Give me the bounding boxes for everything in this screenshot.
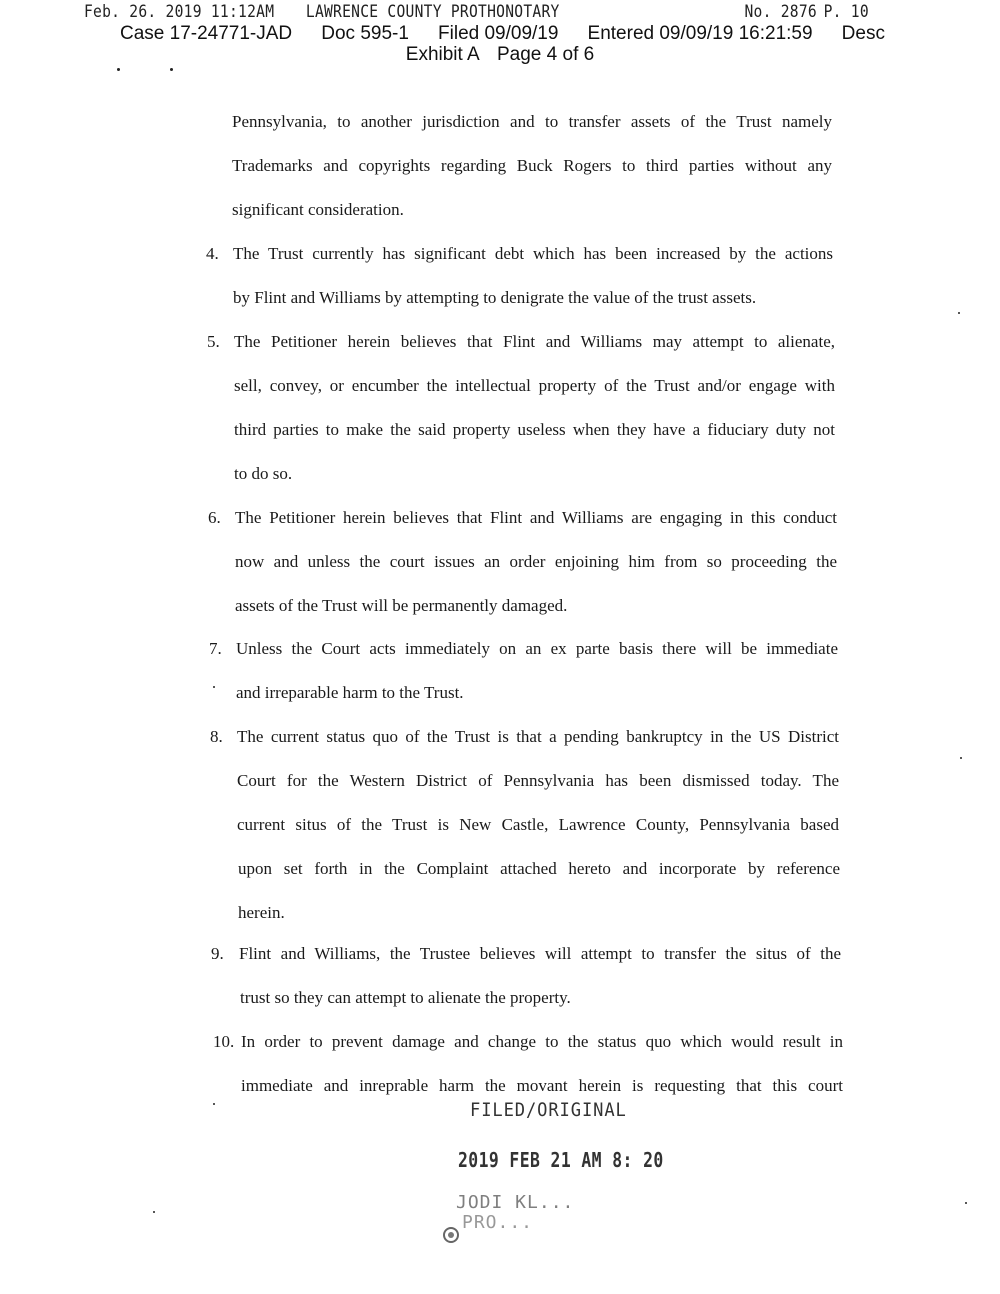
text-line: herein.: [238, 903, 285, 922]
text-line: now and unless the court issues an order enjoining him from so proceeding the: [235, 552, 837, 571]
paragraph-number: 7.: [209, 639, 222, 658]
text-line: significant consideration.: [232, 200, 404, 219]
stamp-datetime: 2019 FEB 21 AM 8: 20: [458, 1148, 664, 1172]
text-line: by Flint and Williams by attempting to denigrate the value of the trust assets.: [233, 288, 757, 307]
exhibit-header: [0, 44, 1000, 66]
scan-speck: [153, 1211, 155, 1213]
paragraph-number: 5.: [207, 332, 220, 351]
doc-number: Doc 595-1: [321, 23, 409, 44]
text-line: trust so they can attempt to alienate the property.: [240, 988, 571, 1007]
text-line: The Petitioner herein believes that Flint and Williams may attempt to alienate,: [234, 332, 835, 351]
stamp-status: FILED/ORIGINAL: [470, 1099, 627, 1121]
text-line: The current status quo of the Trust is that a pending bankruptcy in the US District: [237, 727, 839, 746]
stamp-office: PRO...: [462, 1212, 534, 1233]
court-case-header: [120, 23, 885, 45]
filed-date: Filed 09/09/19: [438, 23, 559, 44]
text-line: Flint and Williams, the Trustee believes will attempt to transfer the situs of the: [239, 944, 841, 963]
text-line: sell, convey, or encumber the intellectual property of the Trust and/or engage with: [234, 376, 835, 395]
text-line: immediate and inreprable harm the movant herein is requesting that this court: [241, 1076, 843, 1095]
fax-page: P. 10: [823, 2, 869, 22]
text-line: The Petitioner herein believes that Flint and Williams are engaging in this conduct: [235, 508, 837, 527]
text-line: upon set forth in the Complaint attached hereto and incorporate by reference: [238, 859, 840, 878]
scan-speck: [117, 68, 120, 71]
entered-date: Entered 09/09/19 16:21:59: [587, 23, 813, 44]
scan-speck: [960, 757, 962, 759]
text-line: assets of the Trust will be permanently damaged.: [235, 596, 568, 615]
text-line: Pennsylvania, to another jurisdiction and to transfer assets of the Trust namely: [232, 112, 832, 131]
paragraph-number: 10.: [213, 1032, 235, 1051]
text-line: to do so.: [234, 464, 293, 483]
paragraph-number: 9.: [211, 944, 224, 963]
page-of-label: Page 4 of 6: [497, 44, 595, 65]
scan-speck: [965, 1202, 967, 1204]
paragraph-number: 8.: [210, 727, 223, 746]
paragraph-number: 4.: [206, 244, 219, 263]
scan-speck: [213, 1103, 215, 1105]
fax-number: No. 2876: [744, 2, 817, 22]
text-line: In order to prevent damage and change to the status quo which would result in: [241, 1032, 843, 1051]
stamp-name: JODI KL...: [456, 1192, 575, 1213]
scan-speck: [213, 686, 215, 688]
fax-date-time: Feb. 26. 2019 11:12AM: [84, 2, 275, 22]
scan-speck: [958, 312, 960, 314]
text-line: The Trust currently has significant debt which has been increased by the actions: [233, 244, 833, 263]
case-number: Case 17-24771-JAD: [120, 23, 293, 44]
paragraph-number: 6.: [208, 508, 221, 527]
text-line: and irreparable harm to the Trust.: [236, 683, 464, 702]
text-line: Court for the Western District of Pennsylvania has been dismissed today. The: [237, 771, 839, 790]
fax-sender: LAWRENCE COUNTY PROTHONOTARY: [305, 2, 560, 22]
text-line: current situs of the Trust is New Castle, Lawrence County, Pennsylvania based: [237, 815, 839, 834]
scan-speck: [170, 68, 173, 71]
fax-header: [84, 2, 869, 22]
text-line: third parties to make the said property useless when they have a fiduciary duty not: [234, 420, 835, 439]
seal-icon: [442, 1226, 460, 1244]
text-line: Trademarks and copyrights regarding Buck Rogers to third parties without any: [232, 156, 832, 175]
text-line: Unless the Court acts immediately on an ex parte basis there will be immediate: [236, 639, 838, 658]
desc-label: Desc: [841, 23, 885, 44]
exhibit-label: Exhibit A: [405, 44, 480, 65]
